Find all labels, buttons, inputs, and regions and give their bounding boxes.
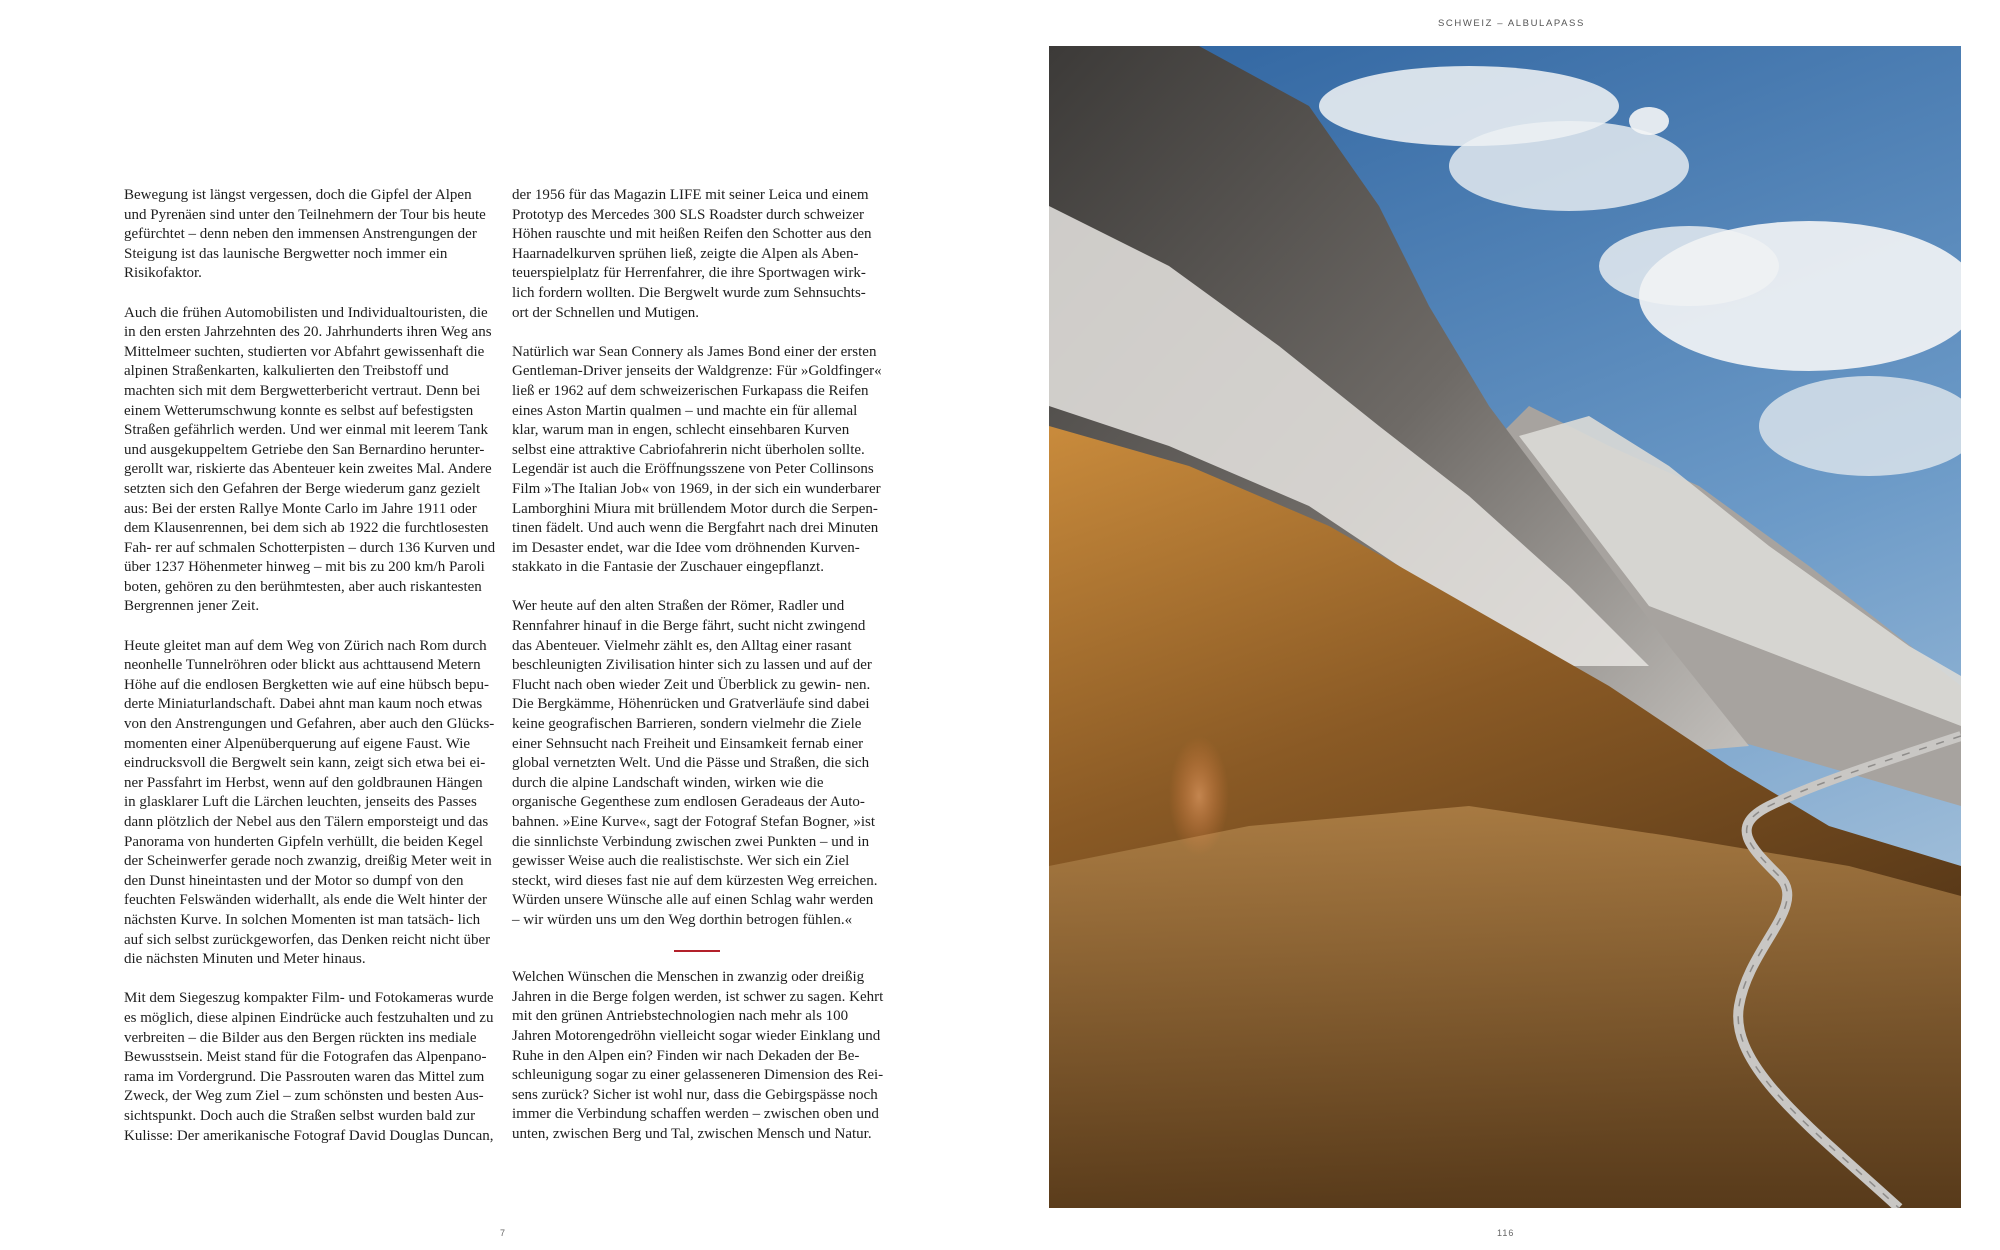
paragraph: Welchen Wünschen die Menschen in zwanzig oder dreißig Jahren in die Berge folgen werden, ist schwer zu sagen. Kehrt mit den grünen Antriebstechnologien nach mehr als 100 Jahren Motorengedröhn vielleicht sogar wieder Einklang und Ruhe in den Alpen ein? Finden wir nach Dekaden der Be- schleunigung sogar zu einer gelasseneren Dimension des Rei- sens zurück? Sicher ist wohl nur, dass die Gebirgspässe noch immer die Verbindung schaffen werden – zwischen oben und unten, zwischen Berg und Tal, zwischen Mensch und Natur. [512, 969, 884, 1142]
section-divider-rule [674, 950, 720, 952]
paragraph: Auch die frühen Automobilisten und Individualtouristen, die in den ersten Jahrzehnten des 20. Jahrhunderts ihren Weg ans Mittelmeer suchten, studierten vor Abfahrt gewissenhaft die alpinen Straßenkarten, kalkulierten den Treibstoff und machten sich mit dem Bergwetterbericht vertraut. Denn bei einem Wetterumschwung konnte es selbst auf befestigsten Straßen gefährlich werden. Und wer einmal mit leerem Tank und ausgekuppeltem Getriebe den San Bernardino herunter- gerollt war, riskierte das Abenteuer kein zweites Mal. Andere setzten sich den Gefahren der Berge wiederum ganz gezielt aus: Bei der ersten Rallye Monte Carlo im Jahre 1911 oder dem Klausenrennen, bei dem sich ab 1922 die furchtlosesten Fah- rer auf schmalen Schotterpisten – durch 136 Kurven und über 1237 Höhenmeter hinweg – mit bis zu 200 km/h Paroli boten, gehören zu den berühmtesten, aber auch riskantesten Bergrennen jener Zeit. [124, 304, 496, 615]
paragraph: Bewegung ist längst vergessen, doch die Gipfel der Alpen und Pyrenäen sind unter den Teilnehmern der Tour bis heute gefürchtet – denn neben den immensen Anstrengungen der Steigung ist das launische Bergwetter noch immer ein Risikofaktor. [124, 187, 486, 282]
text-column-middle [512, 186, 884, 1164]
page-number-left: 7 [500, 1228, 507, 1238]
mountain-pass-photo [1049, 46, 1961, 1208]
paragraph: Wer heute auf den alten Straßen der Römer, Radler und Rennfahrer hinauf in die Berge fährt, sucht nicht zwingend das Abenteuer. Vielmehr zählt es, den Alltag einer rasant beschleunigten Zivilisation hinter sich zu lassen und auf der Flucht nach oben wieder Zeit und Überblick zu gewin- nen. Die Bergkämme, Höhenrücken und Gratverläufe sind dabei keine geografischen Barrieren, sondern vielmehr die Ziele einer Sehnsucht nach Freiheit und Einsamkeit fernab einer global vernetzten Welt. Und die Pässe und Straßen, die sich durch die alpine Landschaft winden, wirken wie die organische Gegenthese zum endlosen Geradeaus der Auto- bahnen. »Eine Kurve«, sagt der Fotograf Stefan Bogner, »ist die sinnlichste Verbindung zwischen zwei Punkten – und in gewisser Weise auch die realistischste. Wer sich ein Ziel steckt, wird dieses fast nie auf dem kürzesten Weg erreichen. Würden unsere Wünsche alle auf einen Schlag wahr werden – wir würden uns um den Weg dorthin betrogen fühlen.« [512, 598, 878, 928]
page-number-right: 116 [1497, 1228, 1515, 1238]
running-head: SCHWEIZ – ALBULAPASS [1438, 18, 1585, 29]
text-column-left [124, 186, 496, 1166]
paragraph: der 1956 für das Magazin LIFE mit seiner Leica und einem Prototyp des Mercedes 300 SLS Roadster durch schweizer Höhen rauschte und mit heißen Reifen den Schotter aus den Haarnadelkurven sprühen ließ, zeigte die Alpen als Aben- teuerspielplatz für Herrenfahrer, die ihre Sportwagen wirk- lich fordern wollten. Die Bergwelt wurde zum Sehnsuchts- ort der Schnellen und Mutigen. [512, 187, 872, 321]
mountain-landscape-image [1049, 46, 1961, 1208]
paragraph: Natürlich war Sean Connery als James Bond einer der ersten Gentleman-Driver jenseits der Waldgrenze: Für »Goldfinger« ließ er 1962 auf dem schweizerischen Furkapass die Reifen eines Aston Martin qualmen – und machte ein für allemal klar, warum man in engen, schlecht einsehbaren Kurven selbst eine attraktive Cabriofahrerin nicht überholen sollte. Legendär ist auch die Eröffnungsszene von Peter Collinsons Film »The Italian Job« von 1969, in der sich ein wunderbarer Lamborghini Miura mit brüllendem Motor durch die Serpen- tinen fädelt. Und auch wenn die Bergfahrt nach drei Minuten im Desaster endet, war die Idee vom dröhnenden Kurven- stakkato in die Fantasie der Zuschauer eingepflanzt. [512, 343, 882, 576]
paragraph: Mit dem Siegeszug kompakter Film- und Fotokameras wurde es möglich, diese alpinen Eindrücke auch festzuhalten und zu verbreiten – die Bilder aus den Bergen rückten ins mediale Bewusstsein. Meist stand für die Fotografen das Alpenpano- rama im Vordergrund. Die Passrouten waren das Mittel zum Zweck, der Weg zum Ziel – zum schönsten und besten Aus- sichtspunkt. Doch auch die Straßen selbst wurden bald zur Kulisse: Der amerikanische Fotograf David Douglas Duncan, [124, 990, 494, 1144]
paragraph: Heute gleitet man auf dem Weg von Zürich nach Rom durch neonhelle Tunnelröhren oder blickt aus achttausend Metern Höhe auf die endlosen Bergketten wie auf eine hübsch bepu- derte Miniaturlandschaft. Dabei ahnt man kaum noch etwas von den Anstrengungen und Gefahren, aber auch den Glücks- momenten einer Alpenüberquerung auf eigene Faust. Wie eindrucksvoll die Bergwelt sein kann, zeigt sich etwa bei ei- ner Passfahrt im Herbst, wenn auf den goldbraunen Hängen in glasklarer Luft die Lärchen leuchten, jenseits des Passes dann plötzlich der Nebel aus den Tälern emporsteigt und das Panorama von hunderten Gipfeln verhüllt, die beiden Kegel der Scheinwerfer gerade noch zwanzig, dreißig Meter weit in den Dunst hineintasten und der Motor so dumpf von den feuchten Felswänden widerhallt, als ende die Welt hinter der nächsten Kurve. In solchen Momenten ist man tatsäch- lich auf sich selbst zurückgeworfen, das Denken reicht nicht über die nächsten Minuten und Meter hinaus. [124, 637, 495, 968]
